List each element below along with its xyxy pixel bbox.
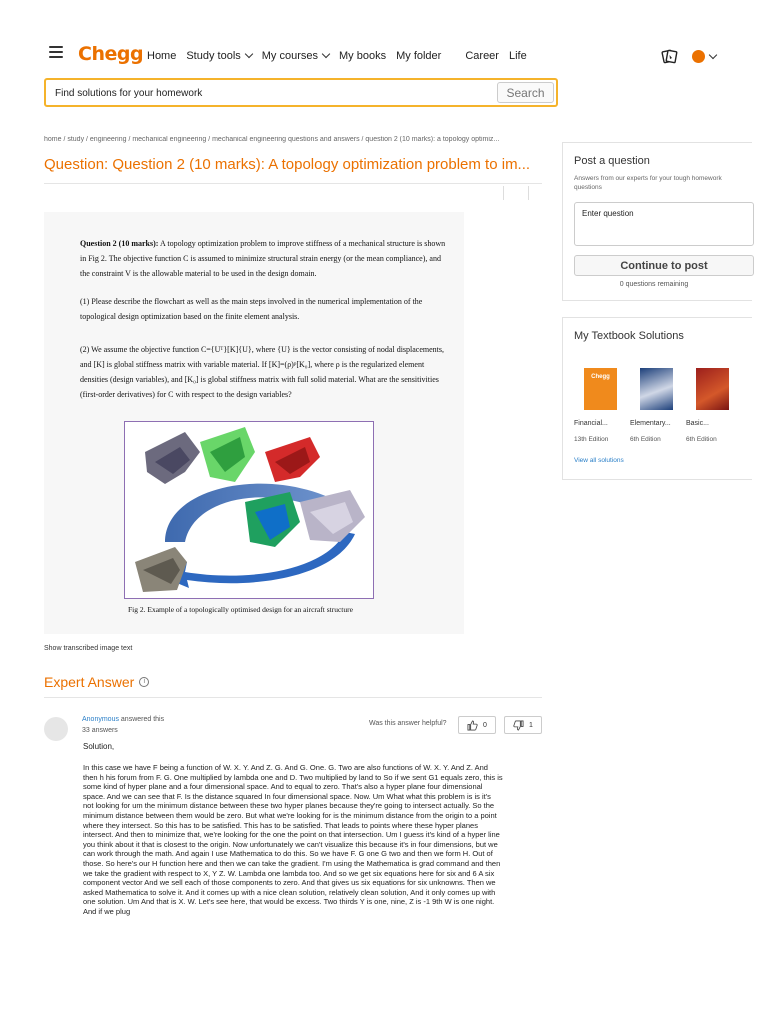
- show-transcribed-link[interactable]: Show transcribed image text: [44, 645, 133, 652]
- book-cover: [696, 368, 729, 410]
- answers-count: 33 answers: [82, 727, 118, 734]
- avatar[interactable]: [692, 50, 705, 63]
- question-image[interactable]: [44, 212, 464, 634]
- book-title: Elementary...: [630, 420, 671, 427]
- search-button[interactable]: Search: [497, 82, 554, 103]
- thumbs-up-icon: [467, 720, 478, 731]
- answer-meta: Anonymous answered this 33 answers: [82, 716, 165, 734]
- book-edition: 6th Edition: [686, 436, 717, 443]
- post-question-description: Answers from our experts for your tough homework questions: [574, 175, 722, 191]
- nav-life[interactable]: Life: [508, 50, 527, 62]
- book-edition: 13th Edition: [574, 436, 609, 443]
- nav-my-courses[interactable]: My courses: [262, 50, 329, 62]
- book-cover: Chegg: [584, 368, 617, 410]
- textbook-item[interactable]: [686, 368, 742, 443]
- search-input[interactable]: Find solutions for your homework: [55, 88, 203, 99]
- divider: [44, 697, 542, 698]
- textbook-item[interactable]: [630, 368, 686, 443]
- breadcrumb[interactable]: home / study / engineering / mechanical engineering / mechanical engineering questions and answers / question 2 (10 marks): a topology optimiz...: [44, 136, 500, 143]
- main-nav: [147, 50, 537, 62]
- book-cover: [640, 368, 673, 410]
- aircraft-structure-figure: [125, 422, 374, 599]
- book-title: Financial...: [574, 420, 608, 427]
- header-right: [661, 49, 716, 64]
- question-paragraph-1: Question 2 (10 marks): A topology optimization problem to improve stiffness of a mechanical structure is shown in Fig 2. The objective function C is assumed to minimize structural strain energy (or the mean compliance), and the constraint V is the allowable material to be used in the design domain.: [80, 239, 446, 278]
- author-link[interactable]: Anonymous: [82, 716, 119, 723]
- nav-home[interactable]: Home: [147, 50, 177, 62]
- search-bar[interactable]: [44, 78, 558, 107]
- book-title: Basic...: [686, 420, 709, 427]
- chevron-down-icon: [245, 50, 253, 58]
- avatar: [44, 717, 68, 741]
- question-paragraph-2: (1) Please describe the flowchart as well as the main steps involved in the numerical implementation of the topological design optimization based on the finite element analysis.: [80, 297, 423, 321]
- view-all-solutions-link[interactable]: View all solutions: [574, 457, 624, 464]
- top-header: [0, 0, 768, 78]
- solution-label: Solution,: [83, 742, 115, 751]
- textbook-solutions-title: My Textbook Solutions: [574, 330, 684, 342]
- thumbs-down-button[interactable]: 1: [504, 716, 542, 734]
- chegg-logo[interactable]: Chegg: [78, 43, 144, 65]
- nav-study-tools[interactable]: Study tools: [186, 50, 251, 62]
- figure-topology: [124, 421, 374, 599]
- info-icon[interactable]: i: [139, 677, 149, 687]
- flashcards-icon[interactable]: [661, 49, 678, 64]
- textbook-solutions-card: [562, 317, 752, 480]
- book-edition: 6th Edition: [630, 436, 661, 443]
- textbook-list: [574, 368, 742, 443]
- continue-to-post-button[interactable]: Continue to post: [574, 255, 754, 276]
- answer-body: In this case we have F being a function of W. X. Y. And Z. G. And G. One. G. Two are also functions of W. X. Y. And Z. And then h his forum from F. G. One multiplied by lambda one and D. Two multiplied by land to So if we sent G1 equals zero, this is some kind of hyper plane and a four dimensional space. And to equal to zero. That's also a hyper plane four dimensional space. And we can see that F. Is the distance squared In four dimensional space. Now. Um What what this problem is is it's not looking for um the minimum distance between these two hyper planes because they're going to intersect actually. So the minimum distance between them would be zero. But what we're looking for is the minimum distance from the origin to a point where they intersect. So this has to be satisfied. This has to be satisfied. That leads to points where these hyper planes intersect. And then to minimize that, we're looking for the one the point on that intersection. Um I guess it's kind of a hyper line you think about it that is closest to the origin. Now unfortunately we can't visualize this because it's in four dimensions, but we can work through the math. And again I use Mathematica to do this. So we have F. G one G two and then we form H. Out of those. So here's our H function here and then we can take the gradient. I'm using the Mathematica is grad command and then we take the gradient with respect to X, Y Z. W. Lambda one lambda too. And so we get six equations here for six and 6 A six component vector And we sell each of those components to zero. And that gives us six equations for six unknowns. Then we asked Mathematica to solve it. And it comes up with a nice clean solution, relatively clean solution, And it only comes up with one solution. Um And that is X. W. Let's see here, that would be excess. Two thirds Y is one, nine, Z is -1 9th W is one night. And if we plug: [83, 763, 503, 916]
- divider: [44, 183, 542, 184]
- nav-my-books[interactable]: My books: [339, 50, 387, 62]
- nav-career[interactable]: Career: [465, 50, 499, 62]
- thumbs-up-button[interactable]: 0: [458, 716, 496, 734]
- question-paragraph-3: (2) We assume the objective function C={Uᵀ}[K]{U}, where {U} is the vector consisting of nodal displacements, and [K] is global stiffness matrix with variable material. If [K]=(ρ)ᵖ[K₀], where ρ is the regularized element densities (design variables), and [K₀] is global stiffness matrix with full solid material. What are the sensitivities (first-order derivatives) for C with respect to the design variables?: [80, 345, 445, 399]
- divider: [503, 186, 529, 200]
- thumbs-down-icon: [513, 720, 524, 731]
- menu-icon[interactable]: [49, 46, 63, 58]
- page-title: Question: Question 2 (10 marks): A topology optimization problem to im...: [44, 156, 531, 173]
- nav-my-folder[interactable]: My folder: [396, 50, 442, 62]
- helpful-prompt: Was this answer helpful?: [369, 720, 447, 727]
- figure-caption: Fig 2. Example of a topologically optimised design for an aircraft structure: [128, 605, 353, 614]
- question-input[interactable]: Enter question: [574, 202, 754, 246]
- post-question-title: Post a question: [574, 155, 650, 167]
- chevron-down-icon[interactable]: [709, 50, 717, 58]
- post-question-card: [562, 142, 752, 301]
- chevron-down-icon: [322, 50, 330, 58]
- questions-remaining: 0 questions remaining: [619, 281, 689, 288]
- textbook-item[interactable]: [574, 368, 630, 443]
- expert-answer-heading: Expert Answer i: [44, 674, 149, 690]
